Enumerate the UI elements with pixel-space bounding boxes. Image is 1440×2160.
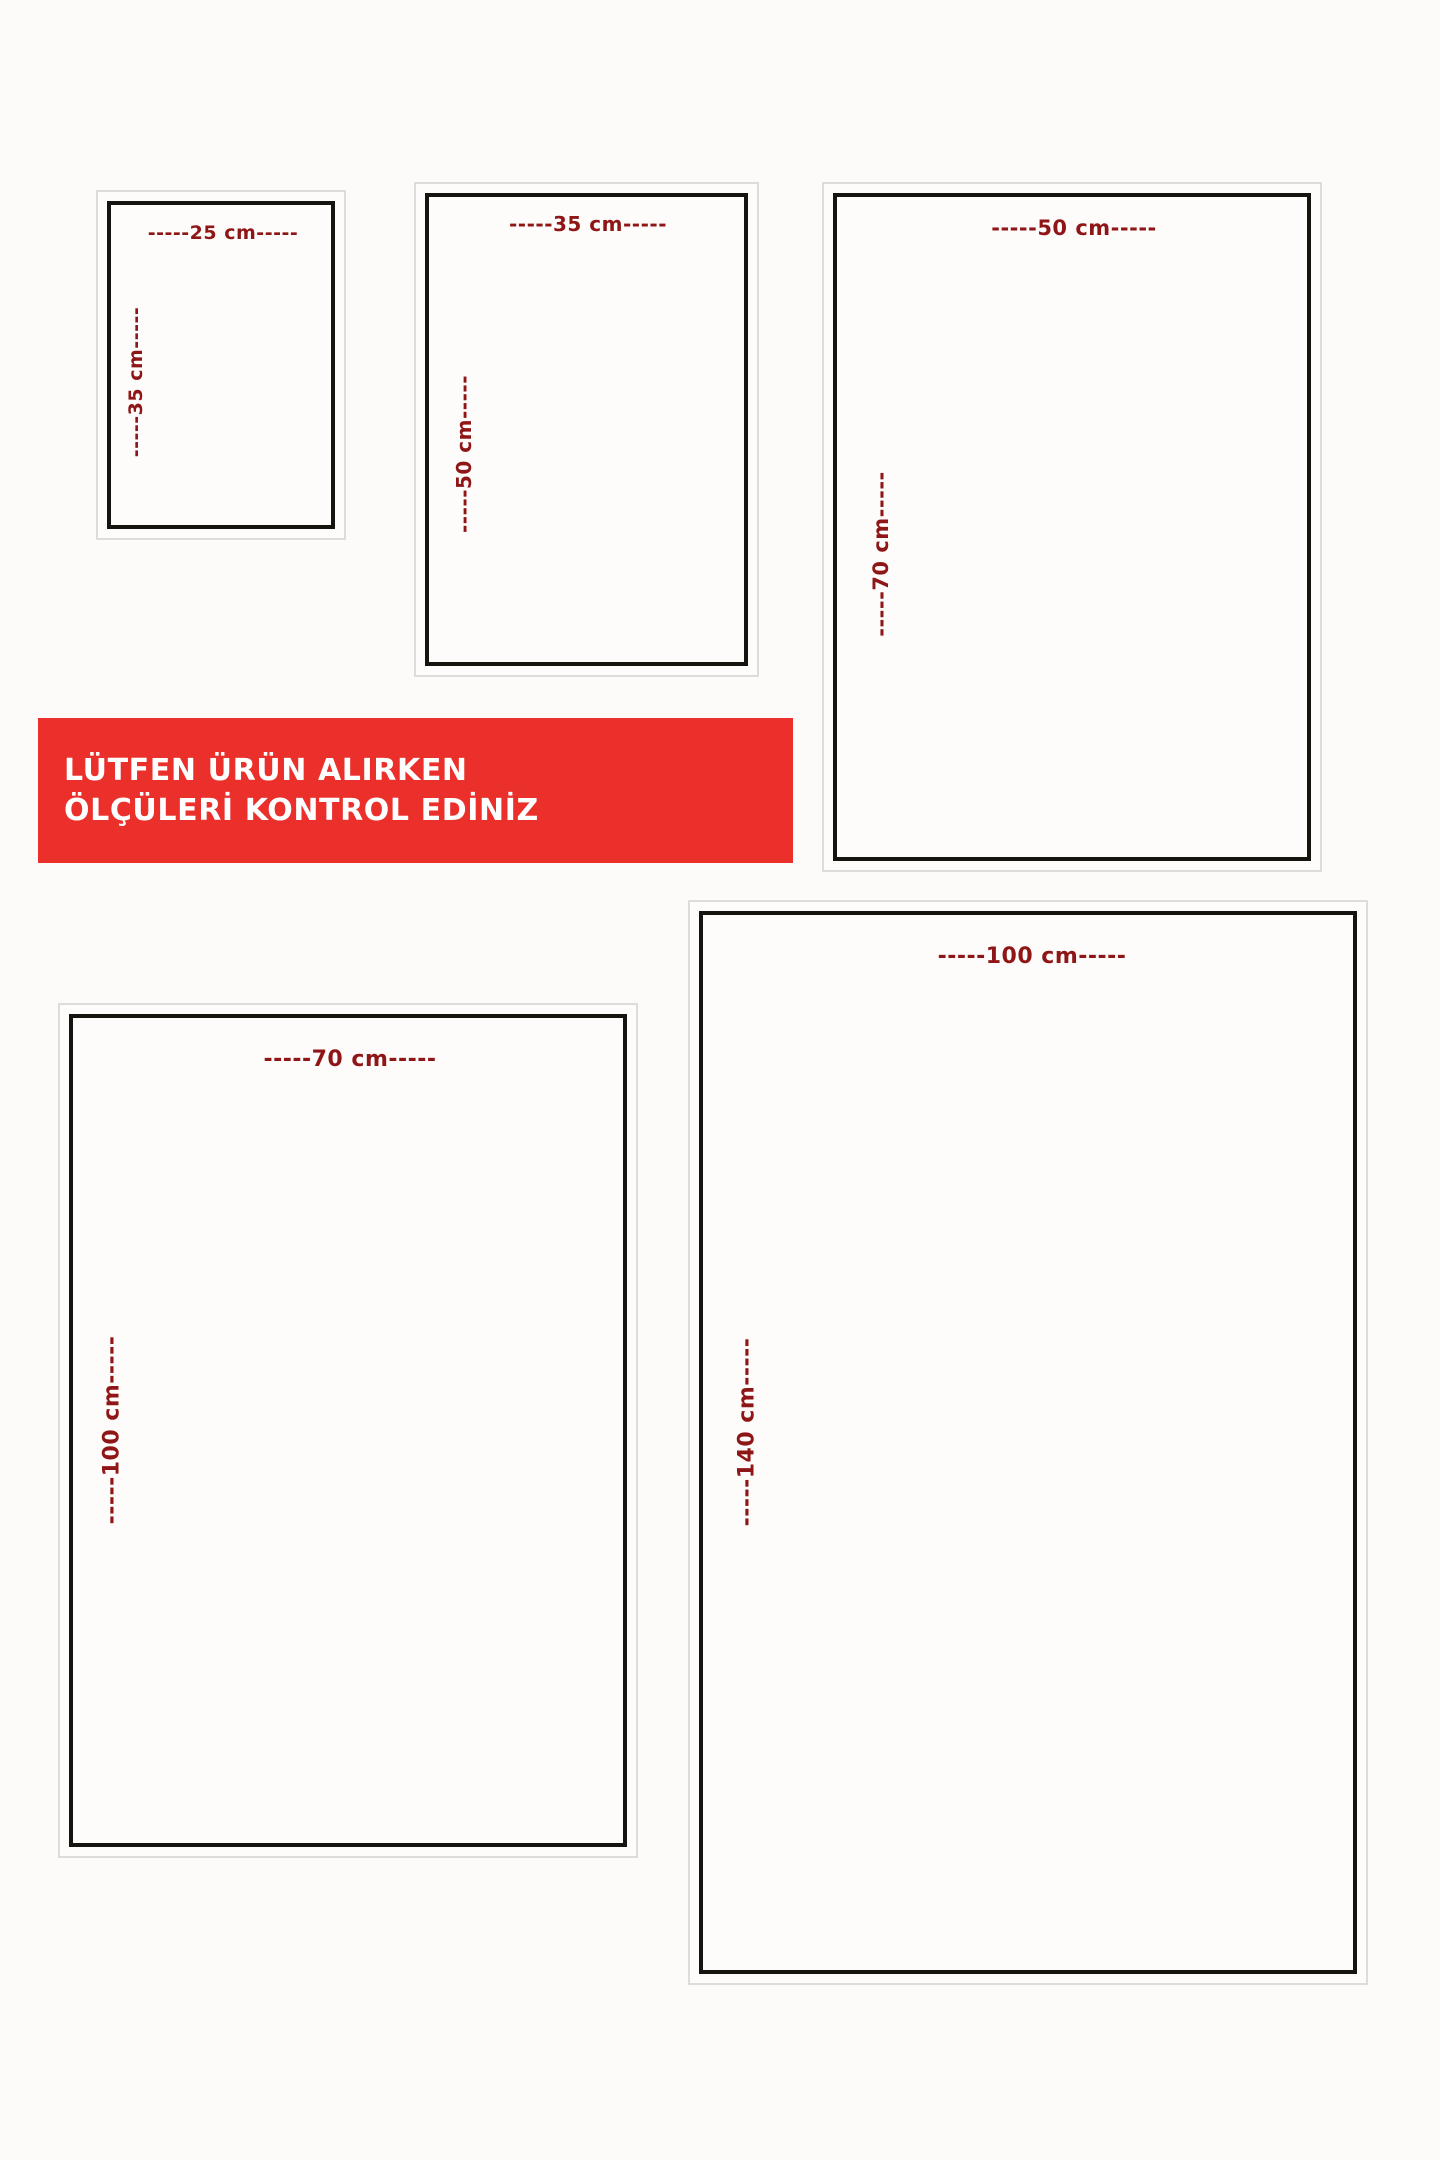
frame-70x100-height-label: -----100 cm-----	[99, 1335, 125, 1525]
frame-25x35	[96, 190, 346, 540]
frame-100x140-height-label: -----140 cm-----	[734, 1337, 760, 1527]
frame-50x70	[822, 182, 1322, 872]
frame-100x140	[688, 900, 1368, 1985]
frame-50x70-inner	[833, 193, 1311, 861]
frame-100x140-inner	[699, 911, 1357, 1974]
frame-70x100-width-label: -----70 cm-----	[263, 1047, 437, 1072]
frame-70x100	[58, 1003, 638, 1858]
warning-banner-line-1: LÜTFEN ÜRÜN ALIRKEN	[64, 752, 468, 788]
frame-100x140-width-label: -----100 cm-----	[937, 944, 1127, 969]
warning-banner-line-2: ÖLÇÜLERİ KONTROL EDİNİZ	[64, 792, 539, 828]
frame-35x50-width-label: -----35 cm-----	[509, 212, 667, 236]
frame-25x35-height-label: -----35 cm-----	[125, 306, 147, 458]
frame-35x50	[414, 182, 759, 677]
frame-50x70-height-label: -----70 cm-----	[869, 471, 893, 637]
warning-banner	[38, 718, 793, 863]
frame-50x70-width-label: -----50 cm-----	[991, 216, 1157, 240]
frame-25x35-width-label: -----25 cm-----	[147, 222, 299, 244]
frame-70x100-inner	[69, 1014, 627, 1847]
frame-35x50-height-label: -----50 cm-----	[452, 375, 476, 533]
